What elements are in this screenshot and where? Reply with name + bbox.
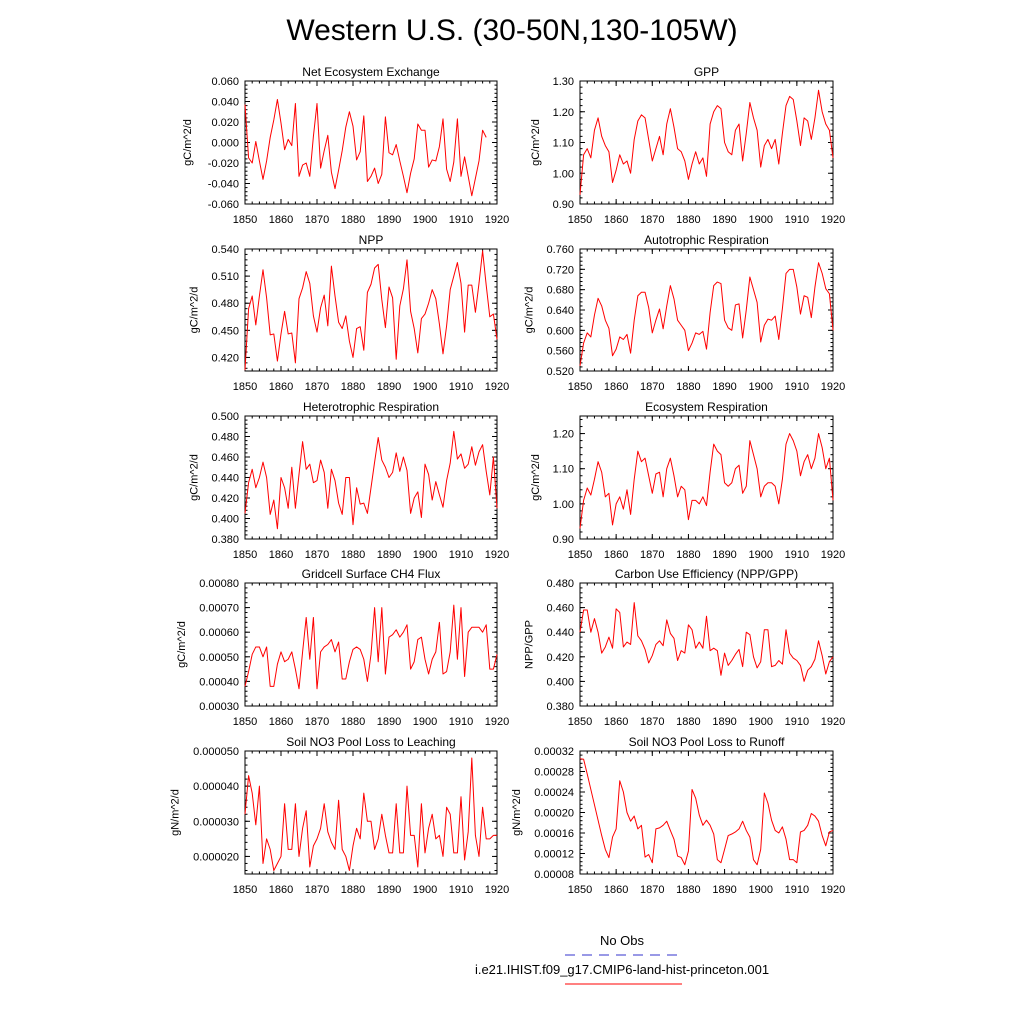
plot-frame bbox=[245, 583, 497, 706]
y-tick-label: 0.000020 bbox=[193, 851, 239, 864]
y-tick-label: 0.00030 bbox=[199, 701, 239, 713]
y-axis-label: gC/m^2/d bbox=[529, 454, 542, 501]
y-tick-label: 1.20 bbox=[552, 428, 574, 441]
y-axis-label: gC/m^2/d bbox=[529, 119, 542, 166]
series-line bbox=[245, 99, 486, 195]
y-tick-label: 0.90 bbox=[552, 199, 574, 211]
x-tick-label: 1850 bbox=[232, 214, 258, 226]
y-tick-label: 0.380 bbox=[211, 534, 239, 546]
x-tick-label: 1920 bbox=[820, 884, 846, 896]
x-tick-label: 1890 bbox=[712, 549, 737, 561]
panel-title: Soil NO3 Pool Loss to Runoff bbox=[628, 735, 785, 749]
y-tick-label: 0.00016 bbox=[534, 828, 574, 840]
plot-frame bbox=[580, 81, 833, 204]
y-tick-label: 0.00032 bbox=[534, 746, 574, 758]
panel-title: Heterotrophic Respiration bbox=[302, 400, 440, 414]
x-tick-label: 1870 bbox=[640, 549, 665, 561]
panel-title: Ecosystem Respiration bbox=[645, 400, 768, 414]
x-tick-label: 1910 bbox=[448, 549, 474, 561]
y-tick-label: 0.450 bbox=[211, 325, 239, 338]
y-axis-label: gC/m^2/d bbox=[188, 286, 201, 334]
panel-10 bbox=[511, 735, 845, 896]
y-tick-label: 0.480 bbox=[211, 431, 239, 444]
y-tick-label: 0.720 bbox=[546, 264, 574, 277]
y-tick-label: 0.00028 bbox=[534, 766, 574, 779]
y-tick-label: 0.000030 bbox=[193, 816, 239, 829]
panel-title: Net Ecosystem Exchange bbox=[302, 65, 440, 79]
x-tick-label: 1850 bbox=[567, 716, 593, 728]
x-tick-label: 1890 bbox=[376, 549, 402, 561]
x-tick-label: 1910 bbox=[448, 214, 474, 226]
series-line bbox=[580, 90, 833, 195]
plot-frame bbox=[580, 249, 833, 371]
y-tick-label: 0.00008 bbox=[534, 869, 574, 881]
y-tick-label: 0.560 bbox=[546, 345, 574, 358]
x-tick-label: 1900 bbox=[412, 716, 438, 728]
plot-frame bbox=[580, 416, 833, 539]
x-tick-label: 1850 bbox=[567, 549, 593, 561]
x-tick-label: 1870 bbox=[304, 214, 330, 226]
y-axis-label: NPP/GPP bbox=[523, 620, 536, 669]
y-tick-label: 0.00040 bbox=[199, 676, 239, 689]
panel-1 bbox=[182, 65, 509, 226]
y-tick-label: 0.00012 bbox=[534, 848, 574, 861]
x-tick-label: 1910 bbox=[448, 381, 474, 393]
panel-5 bbox=[189, 400, 510, 561]
y-tick-label: 0.90 bbox=[552, 534, 574, 546]
y-axis-label: gC/m^2/d bbox=[182, 119, 195, 166]
x-tick-label: 1920 bbox=[820, 716, 846, 728]
y-axis-label: gC/m^2/d bbox=[523, 286, 536, 334]
y-tick-label: 0.00070 bbox=[199, 602, 239, 615]
x-tick-label: 1860 bbox=[268, 716, 294, 728]
x-tick-label: 1880 bbox=[676, 214, 701, 226]
y-tick-label: 0.400 bbox=[546, 676, 574, 689]
series-line bbox=[245, 758, 497, 870]
x-tick-label: 1870 bbox=[304, 381, 330, 393]
x-tick-label: 1870 bbox=[304, 884, 330, 896]
x-tick-label: 1860 bbox=[268, 214, 294, 226]
y-tick-label: 0.760 bbox=[546, 244, 574, 256]
y-tick-label: 0.460 bbox=[211, 452, 239, 464]
panels-group bbox=[170, 65, 846, 896]
y-tick-label: 0.040 bbox=[211, 96, 239, 109]
y-tick-label: 0.00080 bbox=[199, 578, 239, 590]
y-tick-label: 0.000040 bbox=[193, 781, 239, 794]
series-line bbox=[580, 603, 833, 682]
x-tick-label: 1900 bbox=[412, 214, 438, 226]
x-tick-label: 1880 bbox=[340, 716, 366, 728]
x-tick-label: 1870 bbox=[640, 884, 665, 896]
panel-8 bbox=[524, 567, 846, 728]
x-tick-label: 1890 bbox=[712, 716, 737, 728]
plot-frame bbox=[580, 583, 833, 706]
x-tick-label: 1860 bbox=[603, 716, 629, 728]
y-axis-label: gC/m^2/d bbox=[188, 454, 201, 501]
y-tick-label: 1.10 bbox=[552, 137, 574, 150]
panel-title: Soil NO3 Pool Loss to Leaching bbox=[286, 735, 456, 749]
x-tick-label: 1910 bbox=[784, 884, 810, 896]
x-tick-label: 1860 bbox=[268, 549, 294, 561]
x-tick-label: 1920 bbox=[484, 884, 510, 896]
y-tick-label: 0.420 bbox=[211, 352, 239, 365]
legend bbox=[475, 933, 769, 984]
y-tick-label: 0.060 bbox=[211, 76, 239, 88]
panel-title: GPP bbox=[693, 65, 720, 79]
x-tick-label: 1850 bbox=[567, 381, 593, 393]
series-line bbox=[245, 431, 497, 528]
y-tick-label: 0.600 bbox=[546, 325, 574, 338]
x-tick-label: 1900 bbox=[748, 549, 773, 561]
x-tick-label: 1910 bbox=[784, 381, 810, 393]
x-tick-label: 1860 bbox=[268, 381, 294, 393]
panel-title: NPP bbox=[358, 233, 384, 247]
y-tick-label: 0.500 bbox=[211, 411, 239, 423]
series-line bbox=[580, 263, 833, 366]
series-line bbox=[580, 434, 833, 529]
panel-2 bbox=[530, 65, 845, 226]
y-tick-label: 0.020 bbox=[211, 117, 239, 129]
y-tick-label: 0.460 bbox=[546, 602, 574, 615]
y-tick-label: 0.400 bbox=[211, 513, 239, 526]
x-tick-label: 1880 bbox=[676, 381, 701, 393]
y-tick-label: 0.00050 bbox=[199, 651, 239, 664]
y-tick-label: 0.00024 bbox=[534, 787, 574, 799]
x-tick-label: 1900 bbox=[748, 214, 773, 226]
y-tick-label: 1.30 bbox=[552, 76, 574, 88]
x-tick-label: 1890 bbox=[376, 381, 402, 393]
y-axis-label: gC/m^2/d bbox=[175, 621, 188, 668]
x-tick-label: 1900 bbox=[412, 884, 438, 896]
x-tick-label: 1850 bbox=[232, 716, 258, 728]
y-tick-label: 0.000 bbox=[211, 137, 239, 150]
y-tick-label: 1.00 bbox=[552, 168, 574, 181]
plot-frame bbox=[245, 416, 497, 539]
panel-4 bbox=[524, 233, 846, 393]
panel-9 bbox=[170, 735, 510, 896]
x-tick-label: 1920 bbox=[484, 381, 510, 393]
panel-3 bbox=[189, 233, 510, 393]
x-tick-label: 1860 bbox=[603, 549, 629, 561]
y-tick-label: -0.020 bbox=[207, 158, 239, 170]
x-tick-label: 1920 bbox=[820, 381, 846, 393]
x-tick-label: 1870 bbox=[640, 716, 665, 728]
x-tick-label: 1890 bbox=[376, 884, 402, 896]
x-tick-label: 1870 bbox=[304, 549, 330, 561]
y-tick-label: 0.440 bbox=[546, 627, 574, 640]
x-tick-label: 1860 bbox=[603, 381, 629, 393]
x-tick-label: 1900 bbox=[748, 381, 773, 393]
y-axis-label: gN/m^2/d bbox=[510, 789, 523, 836]
legend-label-obs: No Obs bbox=[599, 933, 645, 948]
x-tick-label: 1910 bbox=[784, 214, 810, 226]
y-tick-label: 0.440 bbox=[211, 472, 239, 485]
x-tick-label: 1850 bbox=[232, 549, 258, 561]
x-tick-label: 1860 bbox=[603, 214, 629, 226]
y-tick-label: 1.10 bbox=[552, 463, 574, 476]
panel-title: Autotrophic Respiration bbox=[644, 233, 769, 247]
x-tick-label: 1900 bbox=[412, 381, 438, 393]
x-tick-label: 1870 bbox=[640, 214, 665, 226]
x-tick-label: 1890 bbox=[712, 884, 737, 896]
x-tick-label: 1890 bbox=[712, 214, 737, 226]
x-tick-label: 1890 bbox=[376, 214, 402, 226]
y-tick-label: 0.480 bbox=[211, 298, 239, 311]
x-tick-label: 1880 bbox=[340, 884, 366, 896]
y-tick-label: 0.520 bbox=[546, 366, 574, 378]
series-line bbox=[245, 605, 497, 689]
y-tick-label: 0.380 bbox=[546, 701, 574, 713]
panel-title: Carbon Use Efficiency (NPP/GPP) bbox=[614, 567, 799, 581]
y-tick-label: 0.00060 bbox=[199, 627, 239, 640]
x-tick-label: 1920 bbox=[820, 549, 846, 561]
x-tick-label: 1870 bbox=[304, 716, 330, 728]
plot-frame bbox=[245, 751, 497, 874]
y-tick-label: -0.060 bbox=[207, 199, 239, 211]
x-tick-label: 1900 bbox=[412, 549, 438, 561]
y-tick-label: 0.00020 bbox=[534, 807, 574, 820]
legend-label-model: i.e21.IHIST.f09_g17.CMIP6-land-hist-princeton.001 bbox=[474, 962, 770, 977]
x-tick-label: 1920 bbox=[484, 716, 510, 728]
x-tick-label: 1850 bbox=[567, 214, 593, 226]
x-tick-label: 1900 bbox=[748, 716, 773, 728]
series-line bbox=[245, 251, 497, 370]
panel-title: Gridcell Surface CH4 Flux bbox=[301, 567, 441, 581]
x-tick-label: 1850 bbox=[232, 884, 258, 896]
y-tick-label: 0.420 bbox=[211, 493, 239, 505]
x-tick-label: 1880 bbox=[340, 214, 366, 226]
y-tick-label: 0.420 bbox=[546, 651, 574, 664]
plot-frame bbox=[245, 249, 497, 371]
series-line bbox=[580, 759, 833, 865]
x-tick-label: 1910 bbox=[784, 716, 810, 728]
x-tick-label: 1910 bbox=[448, 884, 474, 896]
x-tick-label: 1870 bbox=[640, 381, 665, 393]
panel-7 bbox=[176, 567, 509, 728]
y-tick-label: -0.040 bbox=[207, 178, 239, 191]
x-tick-label: 1920 bbox=[820, 214, 846, 226]
plot-frame bbox=[580, 751, 833, 874]
x-tick-label: 1920 bbox=[484, 549, 510, 561]
x-tick-label: 1920 bbox=[484, 214, 510, 226]
main-title: Western U.S. (30-50N,130-105W) bbox=[286, 14, 738, 47]
x-tick-label: 1880 bbox=[676, 884, 701, 896]
x-tick-label: 1860 bbox=[268, 884, 294, 896]
x-tick-label: 1880 bbox=[676, 716, 701, 728]
y-tick-label: 0.510 bbox=[211, 271, 239, 284]
x-tick-label: 1850 bbox=[567, 884, 593, 896]
y-tick-label: 0.480 bbox=[546, 578, 574, 590]
y-tick-label: 1.20 bbox=[552, 106, 574, 119]
panel-6 bbox=[530, 400, 845, 561]
x-tick-label: 1880 bbox=[676, 549, 701, 561]
y-tick-label: 0.000050 bbox=[193, 746, 239, 758]
x-tick-label: 1910 bbox=[448, 716, 474, 728]
x-tick-label: 1850 bbox=[232, 381, 258, 393]
x-tick-label: 1860 bbox=[603, 884, 629, 896]
y-tick-label: 0.680 bbox=[546, 284, 574, 297]
y-axis-label: gN/m^2/d bbox=[169, 789, 182, 836]
x-tick-label: 1880 bbox=[340, 381, 366, 393]
x-tick-label: 1880 bbox=[340, 549, 366, 561]
y-tick-label: 1.00 bbox=[552, 498, 574, 511]
x-tick-label: 1890 bbox=[376, 716, 402, 728]
y-tick-label: 0.540 bbox=[211, 244, 239, 256]
x-tick-label: 1900 bbox=[748, 884, 773, 896]
x-tick-label: 1910 bbox=[784, 549, 810, 561]
x-tick-label: 1890 bbox=[712, 381, 737, 393]
y-tick-label: 0.640 bbox=[546, 305, 574, 317]
